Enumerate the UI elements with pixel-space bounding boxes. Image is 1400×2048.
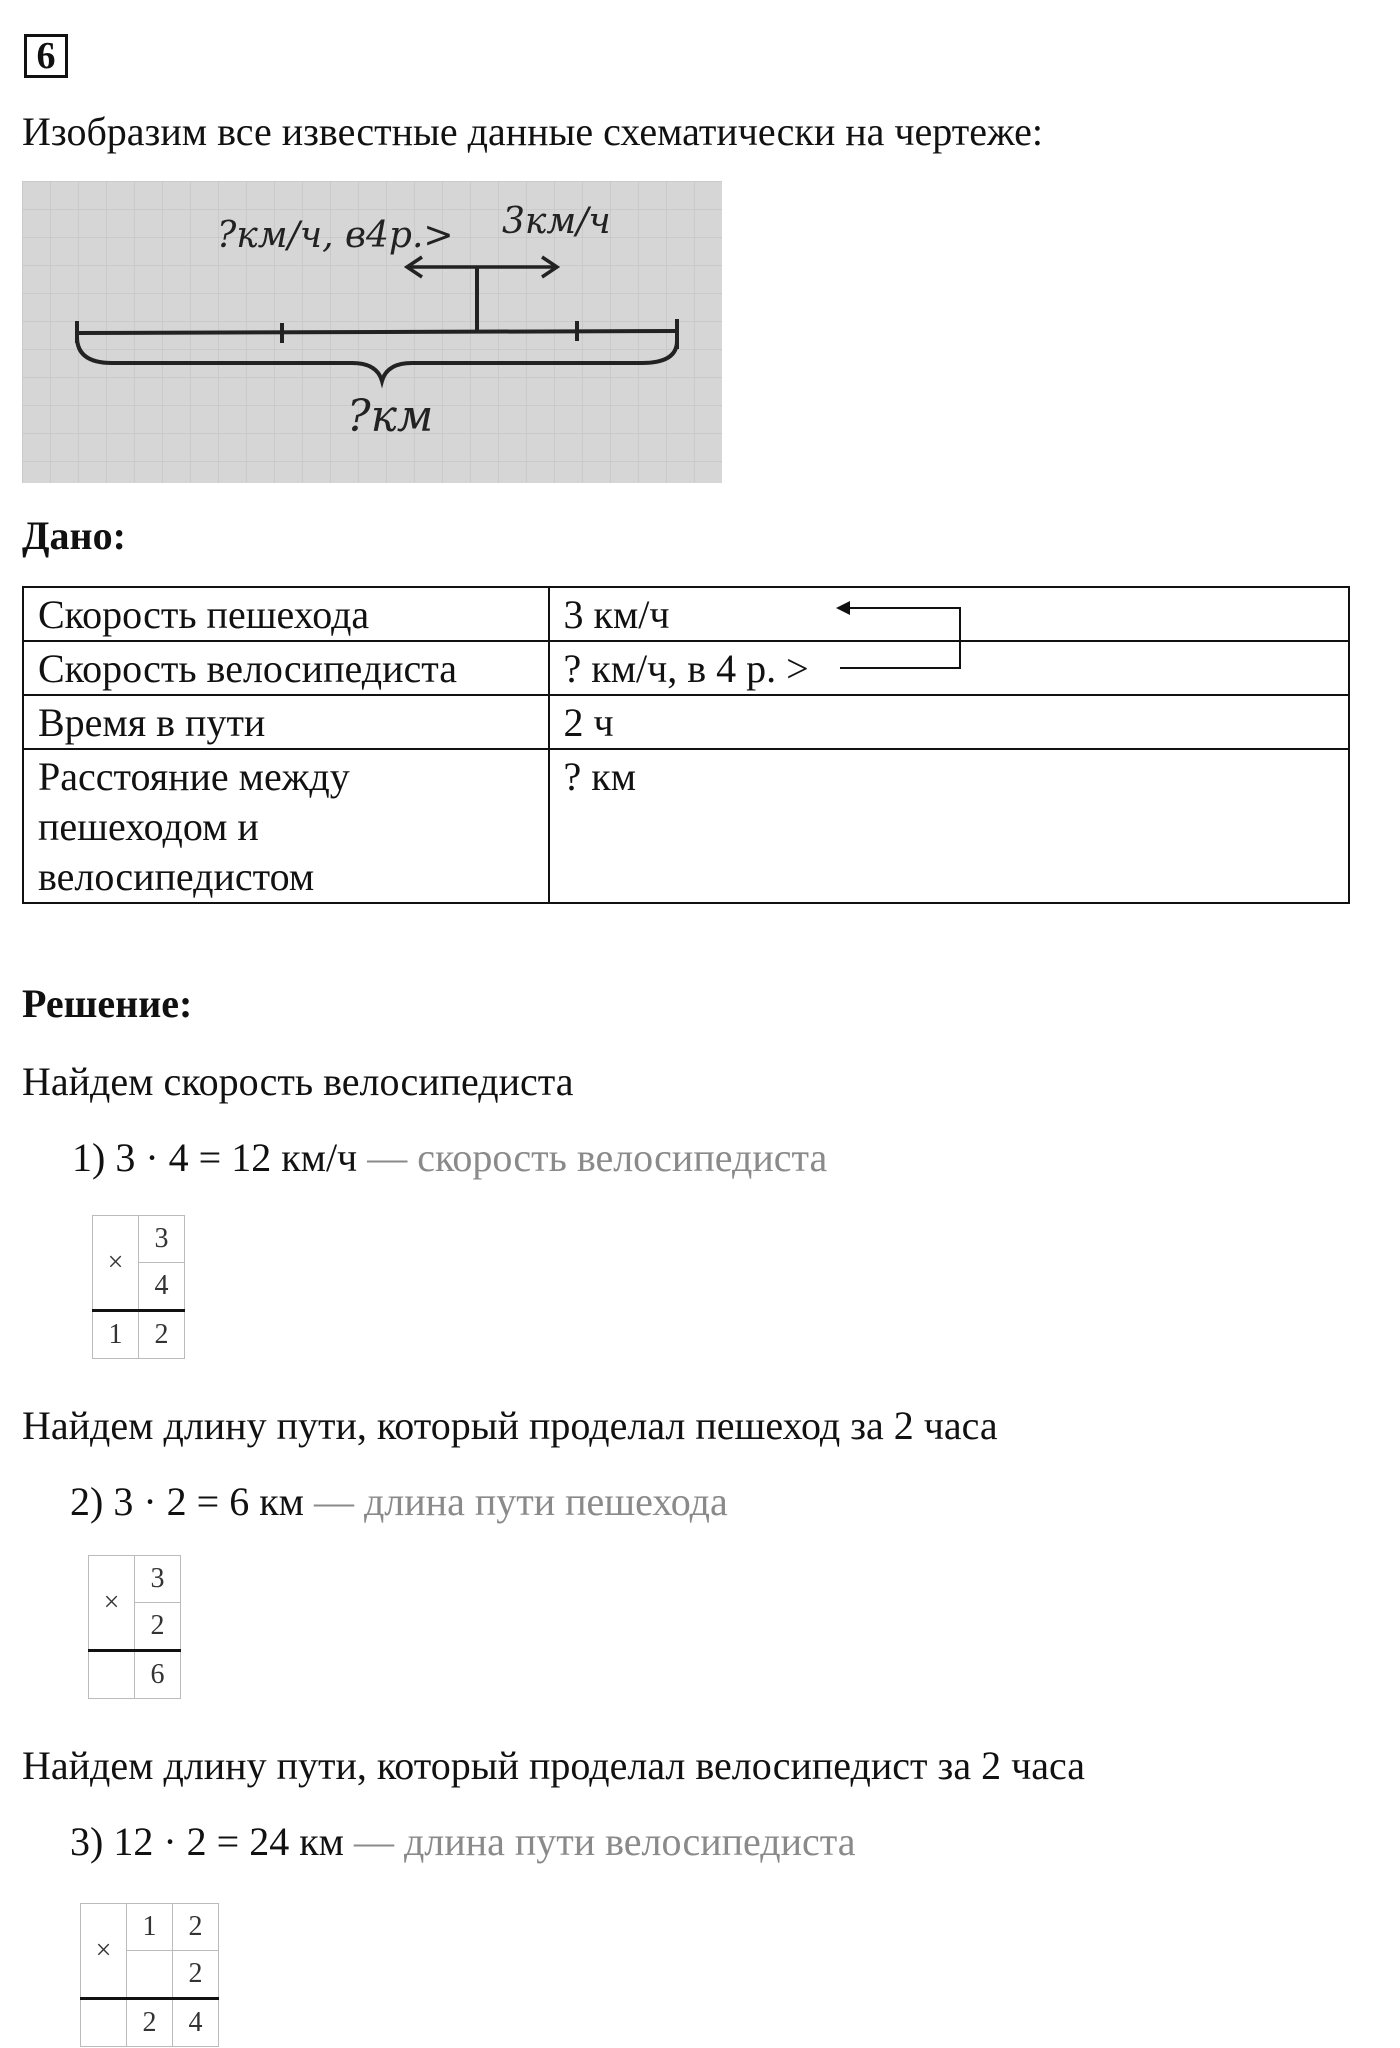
step-2-line: [70, 1478, 728, 1526]
step-1-text: Найдем скорость велосипедиста: [22, 1059, 574, 1104]
given-value: ? км: [549, 749, 1349, 903]
step-3-text: Найдем длину пути, который проделал велосипедист за 2 часа: [22, 1743, 1085, 1788]
step-3-line: [70, 1818, 856, 1866]
column-multiplication-2: × 3 2 6: [88, 1555, 181, 1699]
column-multiplication-3: × 1 2 2 2 4: [80, 1903, 219, 2047]
given-value: ? км/ч, в 4 р. >: [549, 641, 1349, 695]
step-2-expression: 2) 3 · 2 = 6 км: [70, 1479, 304, 1524]
table-row: [23, 641, 1349, 695]
given-label: Расстояние между пешеходом и велосипедистом: [23, 749, 549, 903]
given-label: Скорость пешехода: [23, 587, 549, 641]
multiply-sign: ×: [89, 1556, 135, 1651]
multiply-sign: ×: [81, 1904, 127, 1999]
given-value: 2 ч: [549, 695, 1349, 749]
relation-arrow-icon: [830, 596, 970, 676]
step-1-line: [72, 1134, 827, 1182]
column-multiplication-1: × 3 4 1 2: [92, 1215, 185, 1359]
given-label: Скорость велосипедиста: [23, 641, 549, 695]
step-1-expression: 1) 3 · 4 = 12 км/ч: [72, 1135, 358, 1180]
step-2-description: — длина пути пешехода: [313, 1479, 728, 1524]
step-3-expression: 3) 12 · 2 = 24 км: [70, 1819, 344, 1864]
given-value: 3 км/ч: [549, 587, 1349, 641]
sketch-label-walker: 3км/ч: [502, 201, 611, 242]
given-table: [22, 586, 1350, 904]
sketch-label-bike: ?км/ч, в4р.>: [217, 215, 454, 256]
solution-heading: Решение:: [22, 981, 193, 1026]
given-label: Время в пути: [23, 695, 549, 749]
sketch-label-total: ?км: [347, 391, 434, 442]
table-row: [23, 587, 1349, 641]
table-row: [23, 749, 1349, 903]
table-row: [23, 695, 1349, 749]
step-3-description: — длина пути велосипедиста: [353, 1819, 856, 1864]
multiply-sign: ×: [93, 1216, 139, 1311]
sketch-photo: [22, 181, 722, 483]
task-number: 6: [24, 34, 68, 78]
intro-text: Изобразим все известные данные схематически на чертеже:: [22, 109, 1043, 154]
step-2-text: Найдем длину пути, который проделал пешеход за 2 часа: [22, 1403, 998, 1448]
given-heading: Дано:: [22, 513, 126, 558]
step-1-description: — скорость велосипедиста: [367, 1135, 828, 1180]
